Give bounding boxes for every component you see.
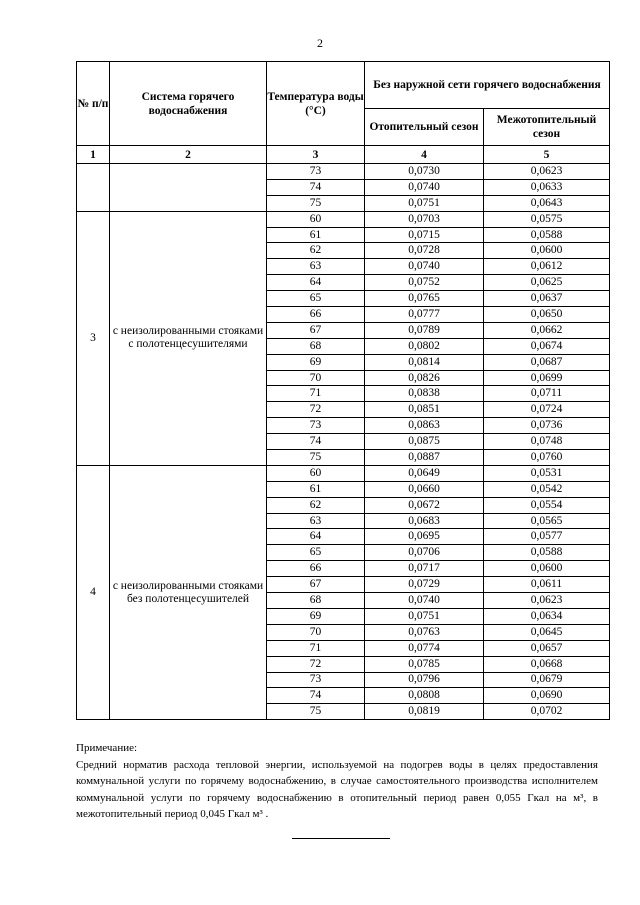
heating-season-value: 0,0785 <box>365 656 484 672</box>
column-index: 5 <box>484 146 610 164</box>
non-heating-season-value: 0,0611 <box>484 577 610 593</box>
table-row <box>77 465 610 481</box>
heating-season-value: 0,0796 <box>365 672 484 688</box>
temperature-cell: 62 <box>267 243 365 259</box>
temperature-cell: 70 <box>267 624 365 640</box>
non-heating-season-value: 0,0690 <box>484 688 610 704</box>
temperature-cell: 64 <box>267 275 365 291</box>
heating-season-value: 0,0740 <box>365 259 484 275</box>
non-heating-season-value: 0,0657 <box>484 640 610 656</box>
temperature-cell: 72 <box>267 656 365 672</box>
heating-season-value: 0,0875 <box>365 434 484 450</box>
heating-season-value: 0,0672 <box>365 497 484 513</box>
heating-season-value: 0,0777 <box>365 307 484 323</box>
temperature-cell: 68 <box>267 593 365 609</box>
table-row <box>77 211 610 227</box>
heating-season-value: 0,0728 <box>365 243 484 259</box>
non-heating-season-value: 0,0531 <box>484 465 610 481</box>
non-heating-season-value: 0,0577 <box>484 529 610 545</box>
non-heating-season-value: 0,0542 <box>484 481 610 497</box>
non-heating-season-value: 0,0650 <box>484 307 610 323</box>
non-heating-season-value: 0,0575 <box>484 211 610 227</box>
heating-season-value: 0,0765 <box>365 291 484 307</box>
heating-season-value: 0,0751 <box>365 195 484 211</box>
heating-season-value: 0,0730 <box>365 164 484 180</box>
temperature-cell: 72 <box>267 402 365 418</box>
temperature-cell: 71 <box>267 386 365 402</box>
temperature-cell: 75 <box>267 704 365 720</box>
non-heating-season-value: 0,0748 <box>484 434 610 450</box>
temperature-cell: 68 <box>267 338 365 354</box>
header-row-number: № п/п <box>77 62 110 146</box>
heating-season-value: 0,0740 <box>365 179 484 195</box>
system-description: с неизолированными стояками без полотенцесушителей <box>110 465 267 719</box>
table-row <box>77 164 610 180</box>
temperature-cell: 69 <box>267 354 365 370</box>
non-heating-season-value: 0,0633 <box>484 179 610 195</box>
system-description <box>110 164 267 212</box>
norm-table <box>76 61 610 720</box>
non-heating-season-value: 0,0662 <box>484 322 610 338</box>
non-heating-season-value: 0,0645 <box>484 624 610 640</box>
non-heating-season-value: 0,0736 <box>484 418 610 434</box>
heating-season-value: 0,0683 <box>365 513 484 529</box>
non-heating-season-value: 0,0711 <box>484 386 610 402</box>
column-index: 2 <box>110 146 267 164</box>
non-heating-season-value: 0,0565 <box>484 513 610 529</box>
temperature-cell: 66 <box>267 561 365 577</box>
non-heating-season-value: 0,0637 <box>484 291 610 307</box>
heating-season-value: 0,0819 <box>365 704 484 720</box>
non-heating-season-value: 0,0554 <box>484 497 610 513</box>
heating-season-value: 0,0802 <box>365 338 484 354</box>
heating-season-value: 0,0863 <box>365 418 484 434</box>
non-heating-season-value: 0,0668 <box>484 656 610 672</box>
temperature-cell: 63 <box>267 513 365 529</box>
header-temperature: Температура воды (°С) <box>267 62 365 146</box>
temperature-cell: 65 <box>267 545 365 561</box>
non-heating-season-value: 0,0600 <box>484 243 610 259</box>
page-number: 2 <box>317 36 323 50</box>
non-heating-season-value: 0,0674 <box>484 338 610 354</box>
non-heating-season-value: 0,0625 <box>484 275 610 291</box>
temperature-cell: 60 <box>267 465 365 481</box>
system-description: с неизолированными стояками с полотенцесушителями <box>110 211 267 465</box>
temperature-cell: 70 <box>267 370 365 386</box>
norm-table-body <box>77 164 610 720</box>
temperature-cell: 67 <box>267 322 365 338</box>
temperature-cell: 69 <box>267 608 365 624</box>
heating-season-value: 0,0774 <box>365 640 484 656</box>
group-number: 4 <box>77 465 110 719</box>
heating-season-value: 0,0695 <box>365 529 484 545</box>
non-heating-season-value: 0,0643 <box>484 195 610 211</box>
heating-season-value: 0,0838 <box>365 386 484 402</box>
non-heating-season-value: 0,0612 <box>484 259 610 275</box>
column-index: 1 <box>77 146 110 164</box>
separator-line <box>292 838 390 839</box>
temperature-cell: 73 <box>267 164 365 180</box>
temperature-cell: 74 <box>267 179 365 195</box>
non-heating-season-value: 0,0623 <box>484 164 610 180</box>
non-heating-season-value: 0,0588 <box>484 227 610 243</box>
temperature-cell: 71 <box>267 640 365 656</box>
heating-season-value: 0,0752 <box>365 275 484 291</box>
heating-season-value: 0,0649 <box>365 465 484 481</box>
temperature-cell: 65 <box>267 291 365 307</box>
temperature-cell: 61 <box>267 481 365 497</box>
group-number: 3 <box>77 211 110 465</box>
temperature-cell: 73 <box>267 418 365 434</box>
non-heating-season-value: 0,0760 <box>484 450 610 466</box>
note-body: Средний норматив расхода тепловой энергии, используемой на подогрев воды в целях предоставления коммунальной услуги по горячему водоснабжению, в случае самостоятельного производства исполнителем коммунальной услуги по горячему водоснабжению в отопительный период равен 0,055 Гкал на м³, в межотопительный период 0,045 Гкал м³ . <box>76 758 598 820</box>
heating-season-value: 0,0660 <box>365 481 484 497</box>
heating-season-value: 0,0751 <box>365 608 484 624</box>
heating-season-value: 0,0729 <box>365 577 484 593</box>
temperature-cell: 73 <box>267 672 365 688</box>
heating-season-value: 0,0717 <box>365 561 484 577</box>
heating-season-value: 0,0703 <box>365 211 484 227</box>
note-title: Примечание: <box>76 742 138 754</box>
header-non-heating-season: Межотопительный сезон <box>484 109 610 146</box>
non-heating-season-value: 0,0600 <box>484 561 610 577</box>
non-heating-season-value: 0,0588 <box>484 545 610 561</box>
temperature-cell: 67 <box>267 577 365 593</box>
heating-season-value: 0,0706 <box>365 545 484 561</box>
temperature-cell: 66 <box>267 307 365 323</box>
heating-season-value: 0,0789 <box>365 322 484 338</box>
heating-season-value: 0,0826 <box>365 370 484 386</box>
non-heating-season-value: 0,0699 <box>484 370 610 386</box>
temperature-cell: 62 <box>267 497 365 513</box>
temperature-cell: 63 <box>267 259 365 275</box>
header-group-no-external-network: Без наружной сети горячего водоснабжения <box>365 62 610 109</box>
non-heating-season-value: 0,0687 <box>484 354 610 370</box>
non-heating-season-value: 0,0623 <box>484 593 610 609</box>
temperature-cell: 74 <box>267 688 365 704</box>
temperature-cell: 61 <box>267 227 365 243</box>
column-index: 3 <box>267 146 365 164</box>
group-number <box>77 164 110 212</box>
heating-season-value: 0,0814 <box>365 354 484 370</box>
temperature-cell: 75 <box>267 450 365 466</box>
temperature-cell: 60 <box>267 211 365 227</box>
non-heating-season-value: 0,0679 <box>484 672 610 688</box>
temperature-cell: 74 <box>267 434 365 450</box>
heating-season-value: 0,0851 <box>365 402 484 418</box>
heating-season-value: 0,0887 <box>365 450 484 466</box>
heating-season-value: 0,0763 <box>365 624 484 640</box>
non-heating-season-value: 0,0702 <box>484 704 610 720</box>
temperature-cell: 64 <box>267 529 365 545</box>
header-heating-season: Отопительный сезон <box>365 109 484 146</box>
heating-season-value: 0,0808 <box>365 688 484 704</box>
heating-season-value: 0,0740 <box>365 593 484 609</box>
column-index: 4 <box>365 146 484 164</box>
header-system: Система горячего водоснабжения <box>110 62 267 146</box>
note <box>76 740 598 823</box>
non-heating-season-value: 0,0724 <box>484 402 610 418</box>
non-heating-season-value: 0,0634 <box>484 608 610 624</box>
temperature-cell: 75 <box>267 195 365 211</box>
heating-season-value: 0,0715 <box>365 227 484 243</box>
